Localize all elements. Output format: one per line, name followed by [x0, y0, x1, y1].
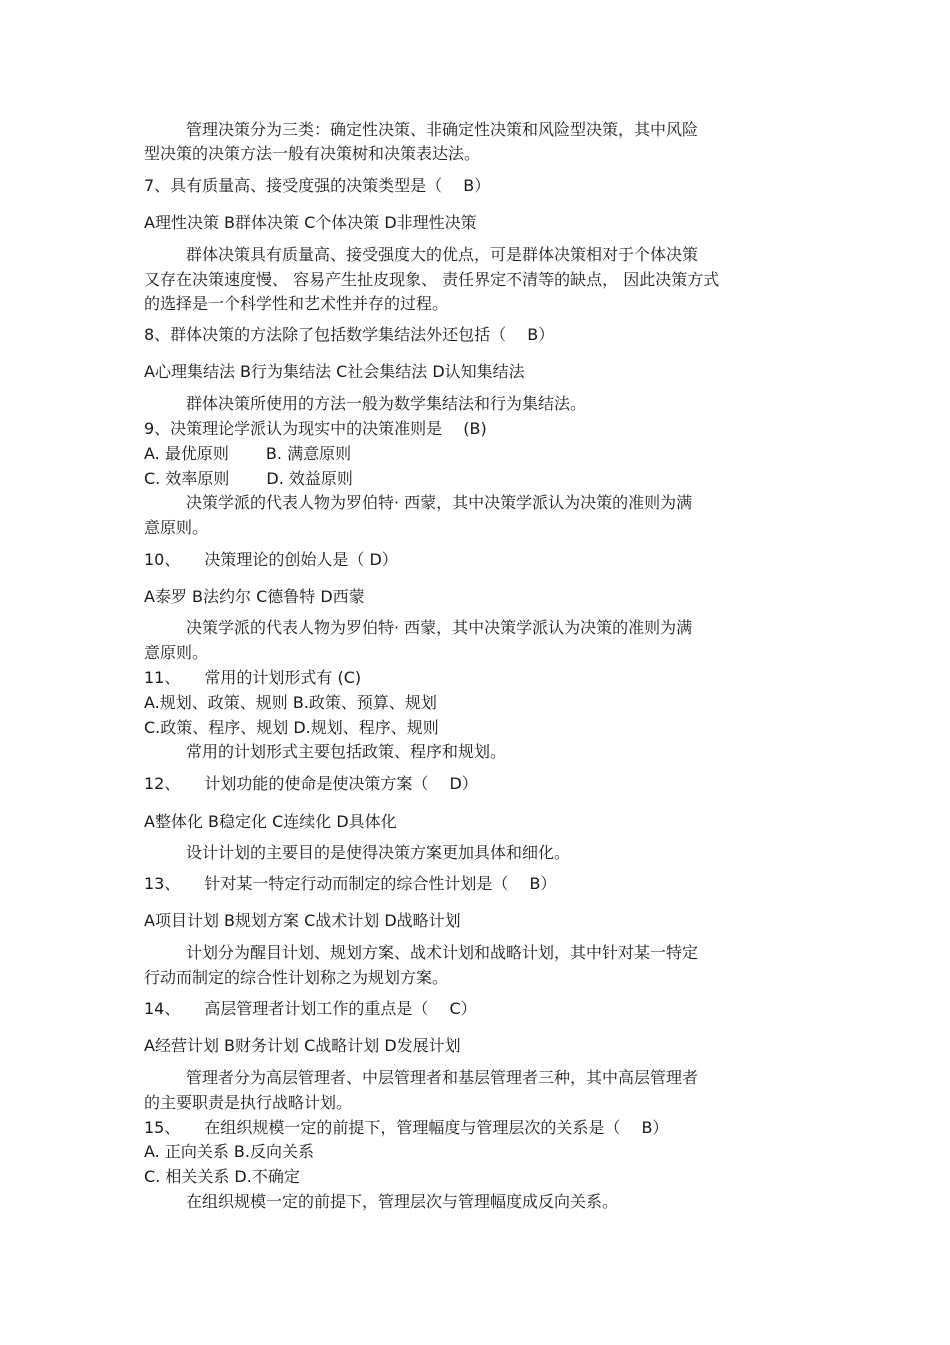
- question-7: 7、具有质量高、接受度强的决策类型是（ B）: [144, 176, 491, 195]
- question-14: 14、 高层管理者计划工作的重点是（ C）: [144, 999, 477, 1018]
- explanation-line: 决策学派的代表人物为罗伯特· 西蒙，其中决策学派认为决策的准则为满: [186, 618, 693, 637]
- explanation-line: 意原则。: [144, 518, 209, 537]
- question-10: 10、 决策理论的创始人是（ D）: [144, 550, 398, 569]
- question-9: 9、决策理论学派认为现实中的决策准则是 (B): [144, 419, 487, 438]
- question-8: 8、群体决策的方法除了包括数学集结法外还包括（ B）: [144, 325, 555, 344]
- explanation-line: 行动而制定的综合性计划称之为规划方案。: [144, 968, 449, 987]
- options-9-ab: A. 最优原则 B. 满意原则: [144, 444, 352, 463]
- options-15-ab: A. 正向关系 B.反向关系: [144, 1142, 314, 1161]
- question-15: 15、 在组织规模一定的前提下，管理幅度与管理层次的关系是（ B）: [144, 1118, 669, 1137]
- options-14: A经营计划 B财务计划 C战略计划 D发展计划: [144, 1036, 461, 1055]
- explanation-line: 意原则。: [144, 643, 209, 662]
- explanation-line: 又存在决策速度慢、 容易产生扯皮现象、 责任界定不清等的缺点， 因此决策方式: [144, 270, 720, 289]
- options-13: A项目计划 B规划方案 C战术计划 D战略计划: [144, 911, 461, 930]
- options-10: A泰罗 B法约尔 C德鲁特 D西蒙: [144, 587, 365, 606]
- question-13: 13、 针对某一特定行动而制定的综合性计划是（ B）: [144, 874, 557, 893]
- explanation-line: 的选择是一个科学性和艺术性并存的过程。: [144, 294, 449, 313]
- explanation-line: 群体决策所使用的方法一般为数学集结法和行为集结法。: [186, 394, 587, 413]
- explanation-line: 管理者分为高层管理者、中层管理者和基层管理者三种，其中高层管理者: [186, 1068, 699, 1087]
- question-11: 11、 常用的计划形式有 (C): [144, 668, 362, 687]
- explanation-line: 决策学派的代表人物为罗伯特· 西蒙，其中决策学派认为决策的准则为满: [186, 493, 693, 512]
- explanation-line: 设计计划的主要目的是使得决策方案更加具体和细化。: [186, 843, 571, 862]
- options-15-cd: C. 相关关系 D.不确定: [144, 1167, 300, 1186]
- options-9-cd: C. 效率原则 D. 效益原则: [144, 469, 353, 488]
- explanation-line: 常用的计划形式主要包括政策、程序和规划。: [186, 742, 507, 761]
- question-12: 12、 计划功能的使命是使决策方案（ D）: [144, 774, 478, 793]
- options-12: A整体化 B稳定化 C连续化 D具体化: [144, 812, 397, 831]
- options-11-cd: C.政策、程序、规划 D.规划、程序、规则: [144, 718, 439, 737]
- explanation-line: 管理决策分为三类：确定性决策、非确定性决策和风险型决策，其中风险: [186, 120, 699, 139]
- explanation-line: 型决策的决策方法一般有决策树和决策表达法。: [144, 144, 481, 163]
- explanation-line: 的主要职责是执行战略计划。: [144, 1093, 353, 1112]
- explanation-line: 在组织规模一定的前提下，管理层次与管理幅度成反向关系。: [186, 1192, 619, 1211]
- explanation-line: 群体决策具有质量高、接受强度大的优点，可是群体决策相对于个体决策: [186, 245, 699, 264]
- explanation-line: 计划分为醒目计划、规划方案、战术计划和战略计划，其中针对某一特定: [186, 943, 699, 962]
- options-7: A理性决策 B群体决策 C个体决策 D非理性决策: [144, 213, 477, 232]
- options-11-ab: A.规划、政策、规则 B.政策、预算、规划: [144, 693, 437, 712]
- options-8: A心理集结法 B行为集结法 C社会集结法 D认知集结法: [144, 362, 525, 381]
